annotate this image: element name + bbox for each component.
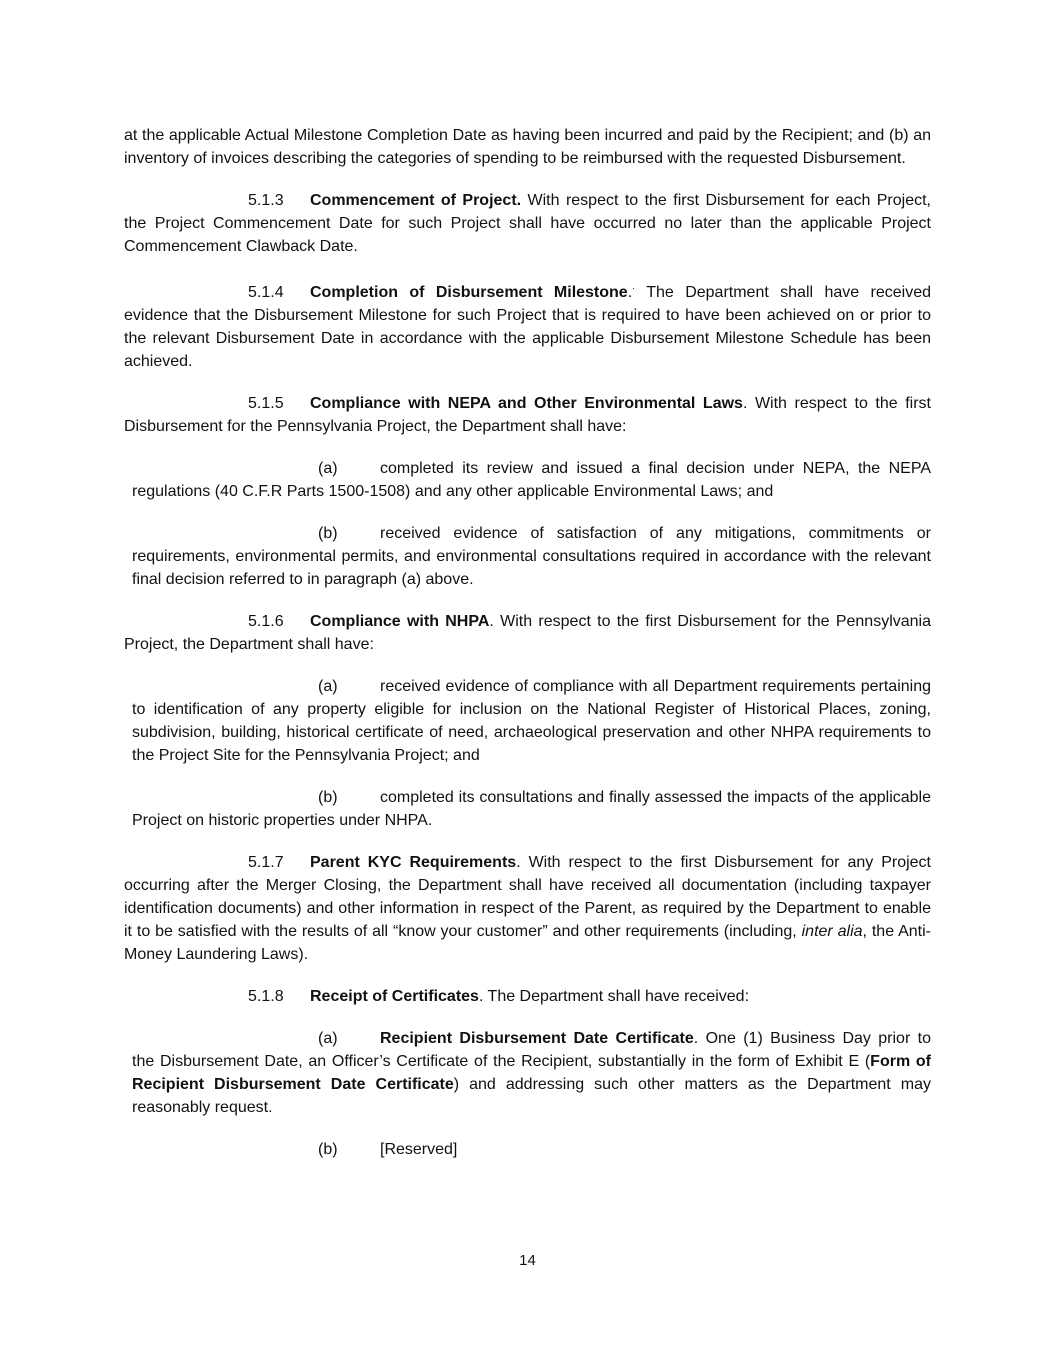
italic-term: inter alia	[801, 923, 863, 940]
section-text: The Department shall have received evidence that the Disbursement Milestone for such Project that is required to have been achieved on or prior to the relevant Disbursement Date in accordance with the applicable Disbursement Milestone Schedule has been achieved.	[124, 284, 931, 370]
section-heading: Receipt of Certificates	[310, 988, 479, 1005]
section-heading: Commencement of Project.	[310, 192, 522, 209]
clause-5-1-6-b	[132, 786, 931, 832]
section-text: . With respect to the first Disbursement for any Project occurring after the Merger Closing, the Department shall have received all documentation (including taxpayer identification documents) and other information in respect of the Parent, as required by the Department to enable it to be satisfied with the results of all “know your customer” and other requirements (including,	[124, 854, 932, 940]
clause-text: completed its review and issued a final decision under NEPA, the NEPA regulations (40 C.F.R Parts 1500-1508) and any other applicable Environmental Laws; and	[132, 460, 931, 500]
clause-heading: Recipient Disbursement Date Certificate	[380, 1030, 694, 1047]
section-number: 5.1.4	[248, 284, 284, 301]
section-5-1-7	[124, 851, 931, 966]
clause-label: (b)	[318, 1141, 338, 1158]
form-title: Form of Recipient Disbursement Date Certificate	[132, 1053, 931, 1093]
clause-label: (a)	[318, 678, 338, 695]
section-5-1-4	[124, 277, 931, 373]
clause-text: completed its consultations and finally assessed the impacts of the applicable Project on historic properties under NHPA.	[132, 789, 931, 829]
section-text: . The Department shall have received:	[478, 988, 750, 1005]
clause-5-1-8-a	[132, 1027, 931, 1119]
section-number: 5.1.5	[248, 395, 284, 412]
clause-5-1-5-b	[132, 522, 931, 591]
section-number: 5.1.8	[248, 988, 284, 1005]
clause-label: (a)	[318, 1030, 338, 1047]
section-5-1-5	[124, 392, 931, 438]
heading-punctuation: .	[627, 284, 633, 301]
section-text: . With respect to the first Disbursement for the Pennsylvania Project, the Department shall have:	[124, 395, 931, 435]
clause-5-1-8-b	[132, 1138, 931, 1161]
section-number: 5.1.3	[248, 192, 284, 209]
continuation-paragraph: at the applicable Actual Milestone Completion Date as having been incurred and paid by the Recipient; and (b) an inventory of invoices describing the categories of spending to be reimbursed with the requested Disbursement.	[124, 127, 931, 167]
section-number: 5.1.7	[248, 854, 284, 871]
section-5-1-3	[124, 189, 931, 258]
clause-label: (a)	[318, 460, 338, 477]
section-text-end: , the Anti-Money Laundering Laws).	[124, 923, 932, 963]
clause-text: received evidence of satisfaction of any mitigations, commitments or requirements, environmental permits, and environmental consultations required in accordance with the relevant final decision referred to in paragraph (a) above.	[132, 525, 931, 588]
section-5-1-6	[124, 610, 931, 656]
page-number: 14	[519, 1252, 536, 1269]
stray-mark: ·	[632, 283, 636, 293]
clause-label: (b)	[318, 789, 338, 806]
section-text: . With respect to the first Disbursement for the Pennsylvania Project, the Department shall have:	[124, 613, 932, 653]
section-heading: Compliance with NEPA and Other Environmental Laws	[310, 395, 743, 412]
section-text: With respect to the first Disbursement for each Project, the Project Commencement Date for such Project shall have occurred no later than the applicable Project Commencement Clawback Date.	[124, 192, 932, 255]
section-heading: Compliance with NHPA	[310, 613, 490, 630]
section-heading: Parent KYC Requirements	[310, 854, 517, 871]
section-heading: Completion of Disbursement Milestone	[310, 284, 628, 301]
clause-5-1-5-a	[132, 457, 931, 503]
clause-text: . One (1) Business Day prior to the Disbursement Date, an Officer’s Certificate of the Recipient, substantially in the form of Exhibit E (	[132, 1030, 932, 1070]
clause-label: (b)	[318, 525, 338, 542]
clause-text-end: ) and addressing such other matters as the Department may reasonably request.	[132, 1076, 931, 1116]
clause-5-1-6-a	[132, 675, 931, 767]
document-body	[124, 124, 931, 1180]
clause-text: [Reserved]	[380, 1141, 458, 1158]
clause-text: received evidence of compliance with all Department requirements pertaining to identification of any property eligible for inclusion on the National Register of Historical Places, zoning, subdivision, building, historical certificate of need, archaeological preservation and other NHPA requirements to the Project Site for the Pennsylvania Project; and	[132, 678, 931, 764]
section-5-1-8	[124, 985, 931, 1008]
section-number: 5.1.6	[248, 613, 284, 630]
